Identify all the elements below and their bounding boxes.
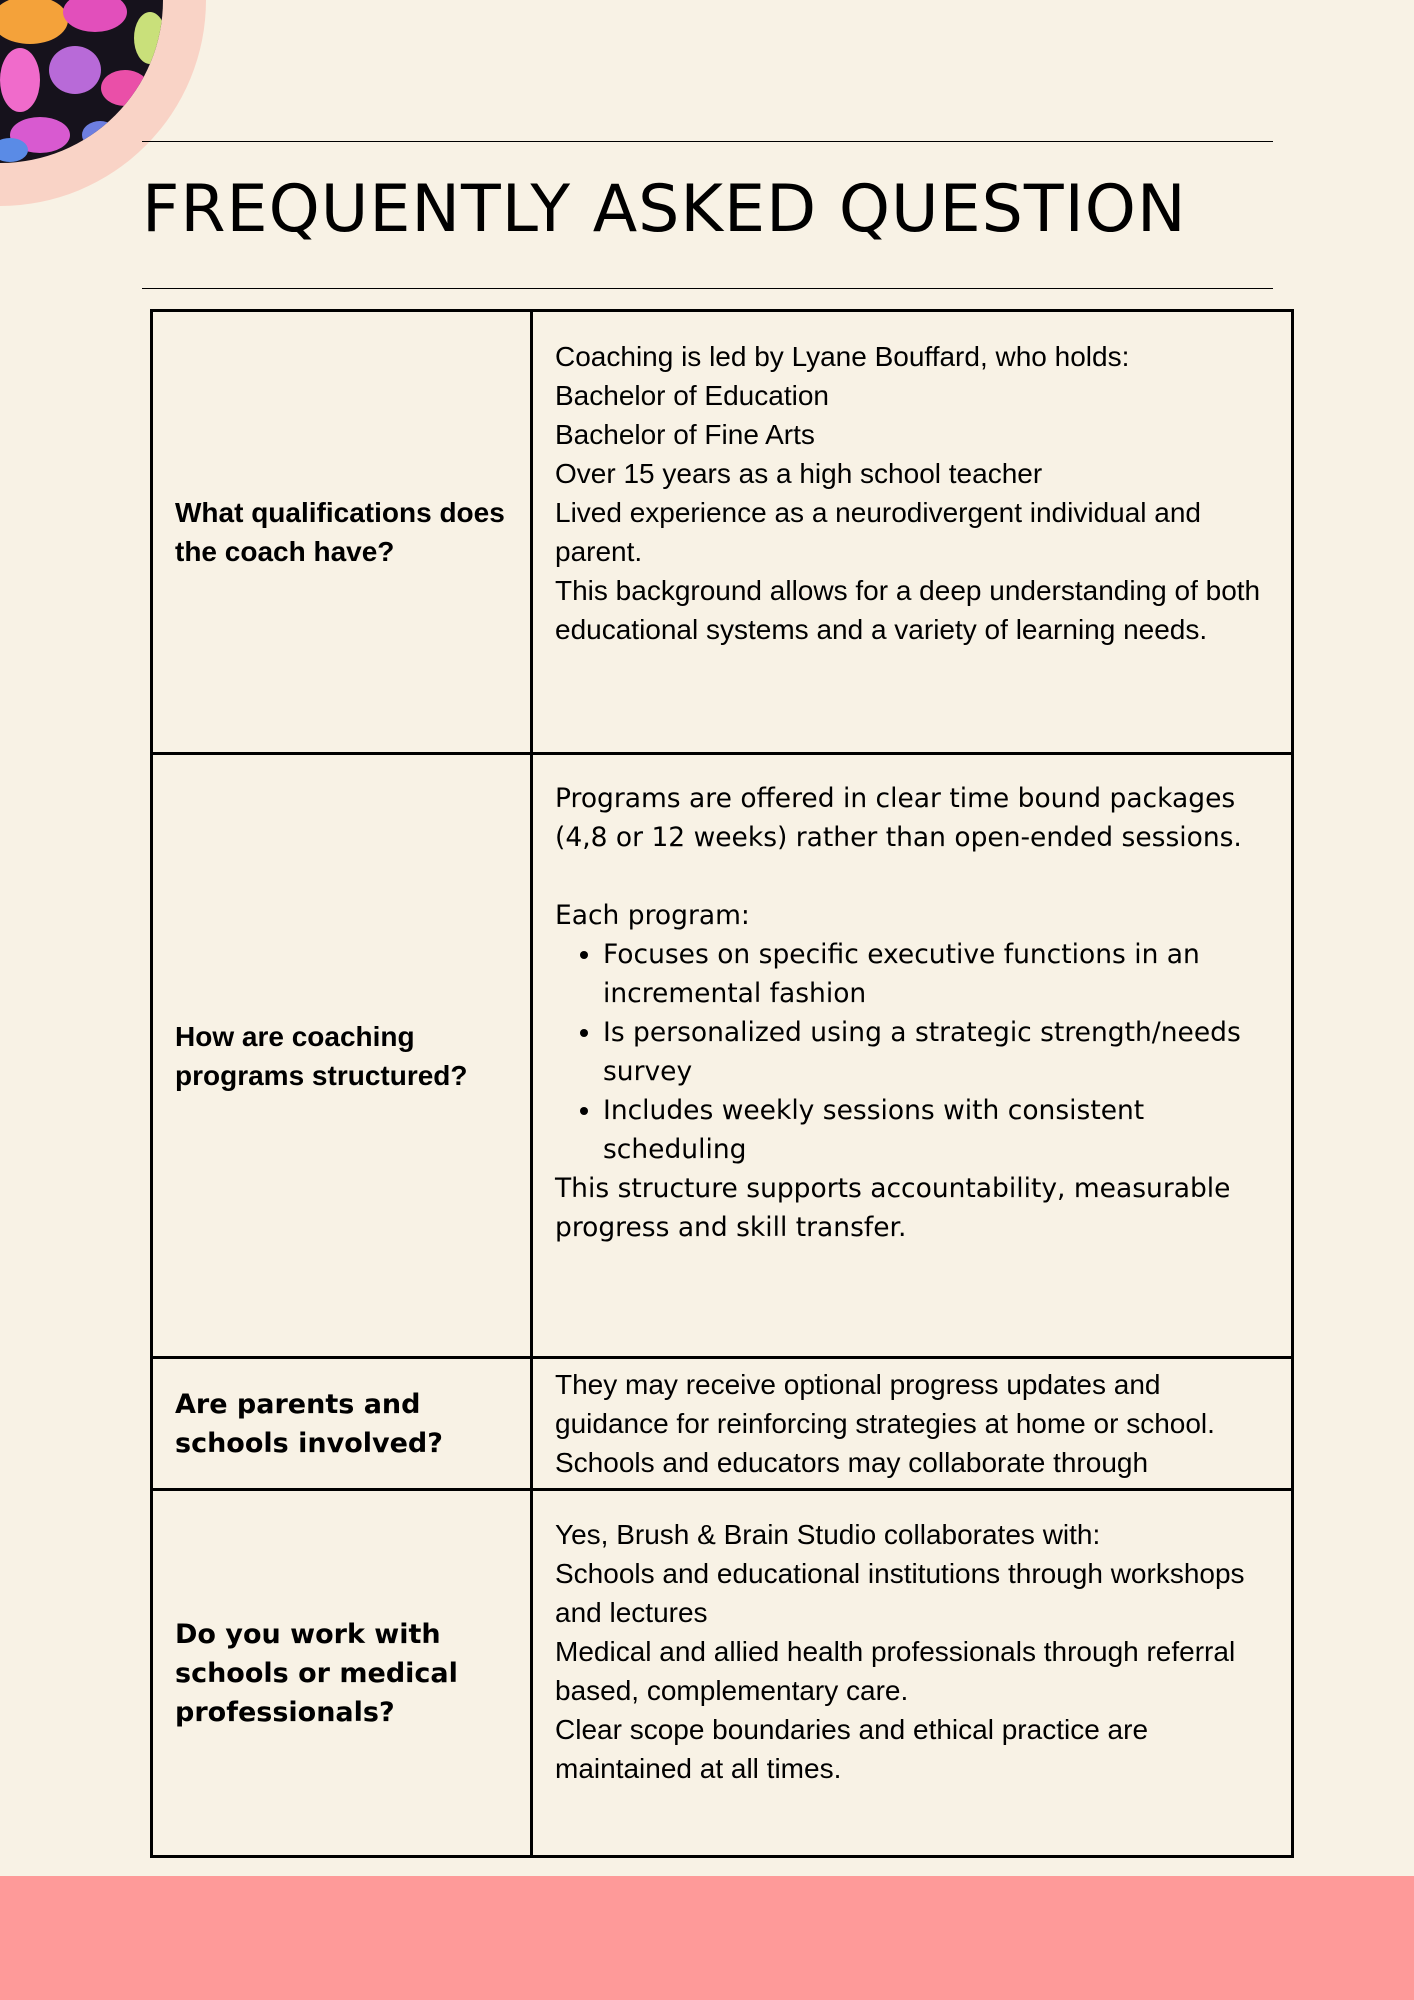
title-bottom-divider bbox=[142, 288, 1273, 289]
faq-answer bbox=[555, 337, 1269, 649]
question-cell bbox=[152, 754, 532, 1358]
answer-cell bbox=[532, 311, 1293, 754]
answer-line: Schools and educational institutions through workshops and lectures bbox=[555, 1558, 1245, 1628]
faq-question: Do you work with schools or medical professionals? bbox=[175, 1618, 458, 1728]
answer-bullet: • Includes weekly sessions with consistent scheduling bbox=[603, 1091, 1269, 1169]
answer-line: Lived experience as a neurodivergent individual and parent. bbox=[555, 497, 1201, 567]
answer-line: Medical and allied health professionals through referral based, complementary care. bbox=[555, 1636, 1236, 1706]
faq-question: What qualifications does the coach have? bbox=[175, 497, 505, 567]
answer-line: Schools and educators may collaborate through bbox=[555, 1447, 1149, 1478]
title-top-divider bbox=[142, 141, 1273, 142]
question-cell bbox=[152, 1490, 532, 1857]
faq-answer bbox=[555, 1515, 1269, 1788]
answer-line: They may receive optional progress updates and guidance for reinforcing strategies at home or school. bbox=[555, 1369, 1215, 1439]
question-cell bbox=[152, 1358, 532, 1490]
paragraph-spacer bbox=[555, 857, 1269, 896]
faq-answer bbox=[555, 1365, 1269, 1482]
faq-answer bbox=[555, 779, 1269, 1247]
answer-list-heading: Each program: bbox=[555, 900, 750, 931]
answer-bullet: • Focuses on specific executive functions in an incremental fashion bbox=[603, 935, 1269, 1013]
answer-line: Coaching is led by Lyane Bouffard, who holds: bbox=[555, 341, 1130, 372]
faq-row bbox=[152, 1490, 1293, 1857]
answer-intro: Programs are offered in clear time bound packages (4,8 or 12 weeks) rather than open-ended sessions. bbox=[555, 783, 1242, 853]
answer-cell bbox=[532, 1490, 1293, 1857]
faq-question: How are coaching programs structured? bbox=[175, 1020, 468, 1091]
faq-row bbox=[152, 1358, 1293, 1490]
answer-line: Over 15 years as a high school teacher bbox=[555, 458, 1043, 489]
answer-line: This background allows for a deep understanding of both educational systems and a variety of learning needs. bbox=[555, 575, 1261, 645]
question-cell bbox=[152, 311, 532, 754]
answer-line: Bachelor of Education bbox=[555, 380, 829, 411]
faq-question: Are parents and schools involved? bbox=[175, 1388, 443, 1459]
answer-cell bbox=[532, 754, 1293, 1358]
answer-cell bbox=[532, 1358, 1293, 1490]
answer-line: Yes, Brush & Brain Studio collaborates with: bbox=[555, 1519, 1101, 1550]
faq-table bbox=[150, 309, 1294, 1858]
faq-row bbox=[152, 311, 1293, 754]
answer-line: Clear scope boundaries and ethical practice are maintained at all times. bbox=[555, 1714, 1149, 1784]
faq-row bbox=[152, 754, 1293, 1358]
answer-line: Bachelor of Fine Arts bbox=[555, 419, 815, 450]
answer-bullet: • Is personalized using a strategic strength/needs survey bbox=[603, 1013, 1269, 1091]
page-title: FREQUENTLY ASKED QUESTION bbox=[142, 172, 1187, 247]
answer-bullet-list bbox=[555, 935, 1269, 1169]
footer-band bbox=[0, 1876, 1414, 2000]
answer-outro: This structure supports accountability, measurable progress and skill transfer. bbox=[555, 1173, 1231, 1243]
